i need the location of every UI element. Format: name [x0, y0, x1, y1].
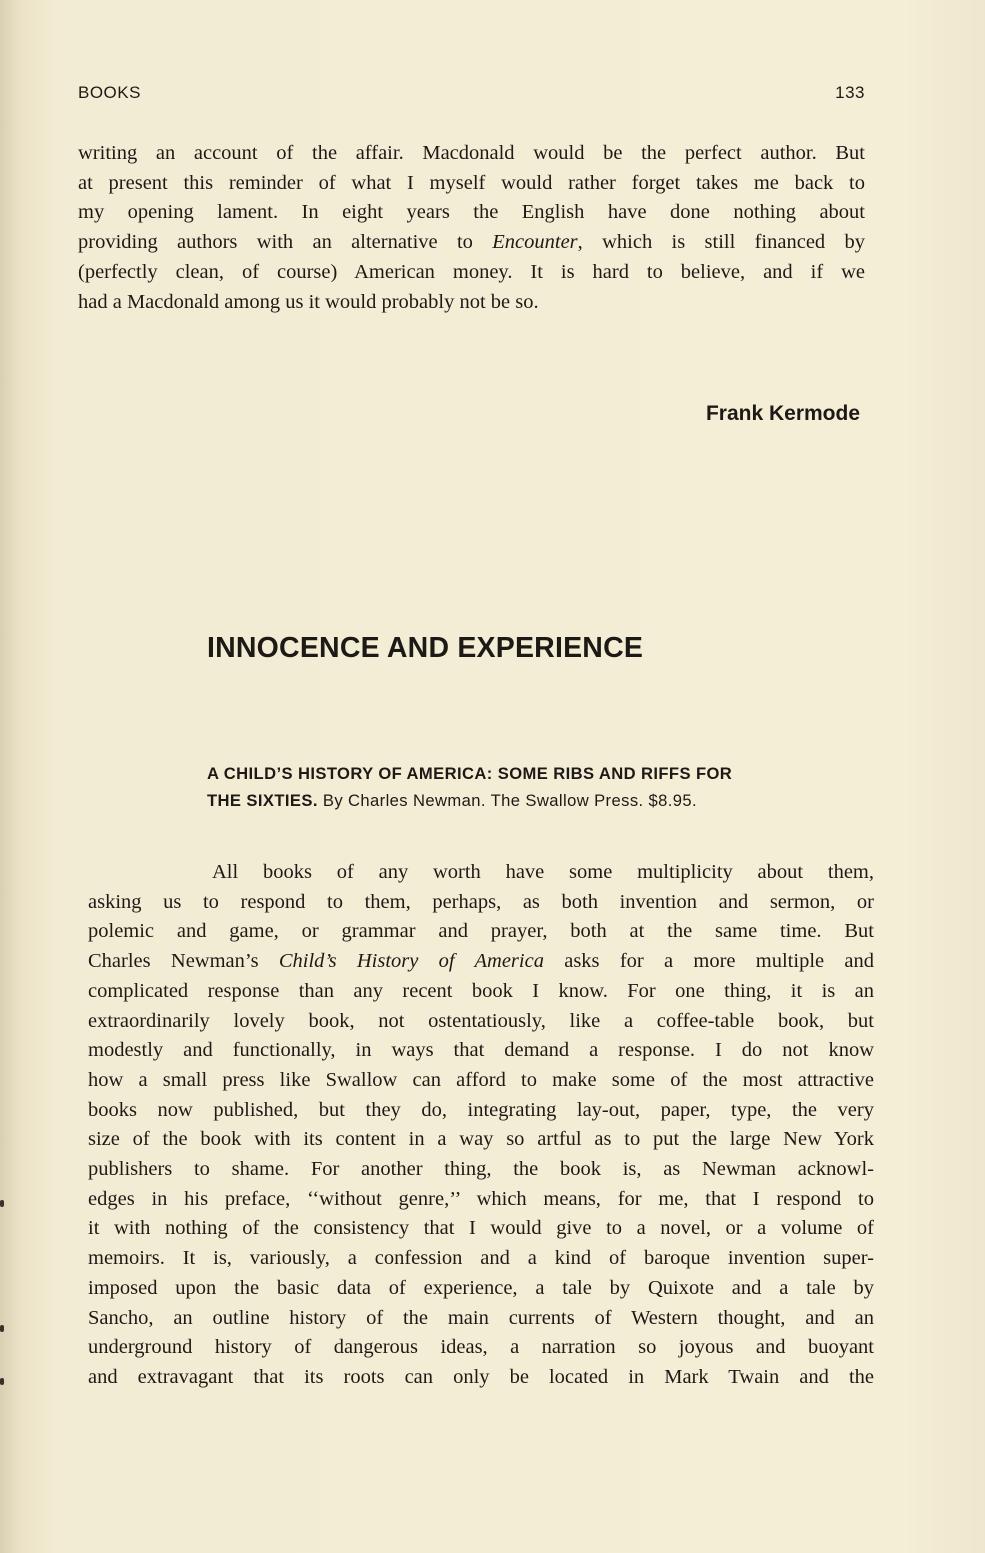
italic-title: Encounter — [492, 231, 578, 254]
section-title: BOOKS — [78, 83, 141, 102]
text-line: complicated response than any recent book I know. For one thing, it is an — [88, 979, 874, 1002]
book-citation — [207, 760, 875, 814]
page-number: 133 — [835, 83, 865, 102]
text-segment: providing authors with an alternative to — [78, 231, 493, 254]
page-edge-mark — [0, 1325, 4, 1332]
book-title-line — [207, 760, 875, 787]
text-line: underground history of dangerous ideas, a narration so joyous and buoyant — [88, 1336, 874, 1359]
text-line: it with nothing of the consistency that I would give to a novel, or a volume of — [88, 1217, 874, 1240]
text-segment: Charles Newman’s — [88, 950, 279, 973]
text-line: memoirs. It is, variously, a confession and a kind of baroque invention super- — [88, 1247, 874, 1270]
text-line: had a Macdonald among us it would probably not be so. — [78, 290, 539, 313]
text-line: writing an account of the affair. Macdonald would be the perfect author. But — [78, 142, 865, 164]
book-title-line — [207, 787, 875, 814]
text-line: polemic and game, or grammar and prayer, both at the same time. But — [88, 920, 874, 943]
book-title: THE SIXTIES. — [207, 791, 318, 810]
text-line: how a small press like Swallow can afford to make some of the most attractive — [88, 1068, 874, 1091]
text-line: and extravagant that its roots can only be located in Mark Twain and the — [88, 1365, 874, 1388]
page-edge-mark — [0, 1378, 4, 1385]
article-body-paragraph — [88, 858, 874, 1393]
text-line: publishers to shame. For another thing, the book is, as Newman acknowl- — [88, 1158, 874, 1181]
text-line: (perfectly clean, of course) American money. It is hard to believe, and if we — [78, 260, 865, 283]
text-line: size of the book with its content in a way so artful as to put the large New York — [88, 1128, 874, 1151]
text-segment: , which is still financed by — [577, 231, 865, 254]
article-title: INNOCENCE AND EXPERIENCE — [207, 632, 644, 664]
book-details: By Charles Newman. The Swallow Press. $8.95. — [317, 791, 698, 810]
book-title: A CHILD’S HISTORY OF AMERICA: SOME RIBS AND RIFFS FOR — [207, 764, 733, 783]
previous-review-paragraph — [78, 139, 865, 317]
text-line — [88, 947, 874, 977]
text-line: modestly and functionally, in ways that demand a response. I do not know — [88, 1039, 874, 1062]
text-line: asking us to respond to them, perhaps, as both invention and sermon, or — [88, 890, 874, 913]
text-line: imposed upon the basic data of experience, a tale by Quixote and a tale by — [88, 1276, 874, 1299]
running-head — [78, 83, 865, 107]
text-line — [78, 228, 865, 258]
text-line: my opening lament. In eight years the English have done nothing about — [78, 201, 865, 224]
text-line: All books of any worth have some multiplicity about them, — [212, 861, 874, 883]
italic-title: Child’s History of America — [278, 950, 544, 973]
page-edge-mark — [0, 1200, 4, 1207]
text-segment: asks for a more multiple and — [543, 950, 874, 973]
text-line: Sancho, an outline history of the main currents of Western thought, and an — [88, 1306, 874, 1329]
reviewer-signature: Frank Kermode — [705, 402, 860, 425]
text-line: extraordinarily lovely book, not ostentatiously, like a coffee-table book, but — [88, 1009, 874, 1032]
text-line: books now published, but they do, integrating lay-out, paper, type, the very — [88, 1098, 874, 1121]
text-line: edges in his preface, ‘‘without genre,’’ which means, for me, that I respond to — [88, 1187, 874, 1210]
text-line: at present this reminder of what I myself would rather forget takes me back to — [78, 171, 865, 194]
